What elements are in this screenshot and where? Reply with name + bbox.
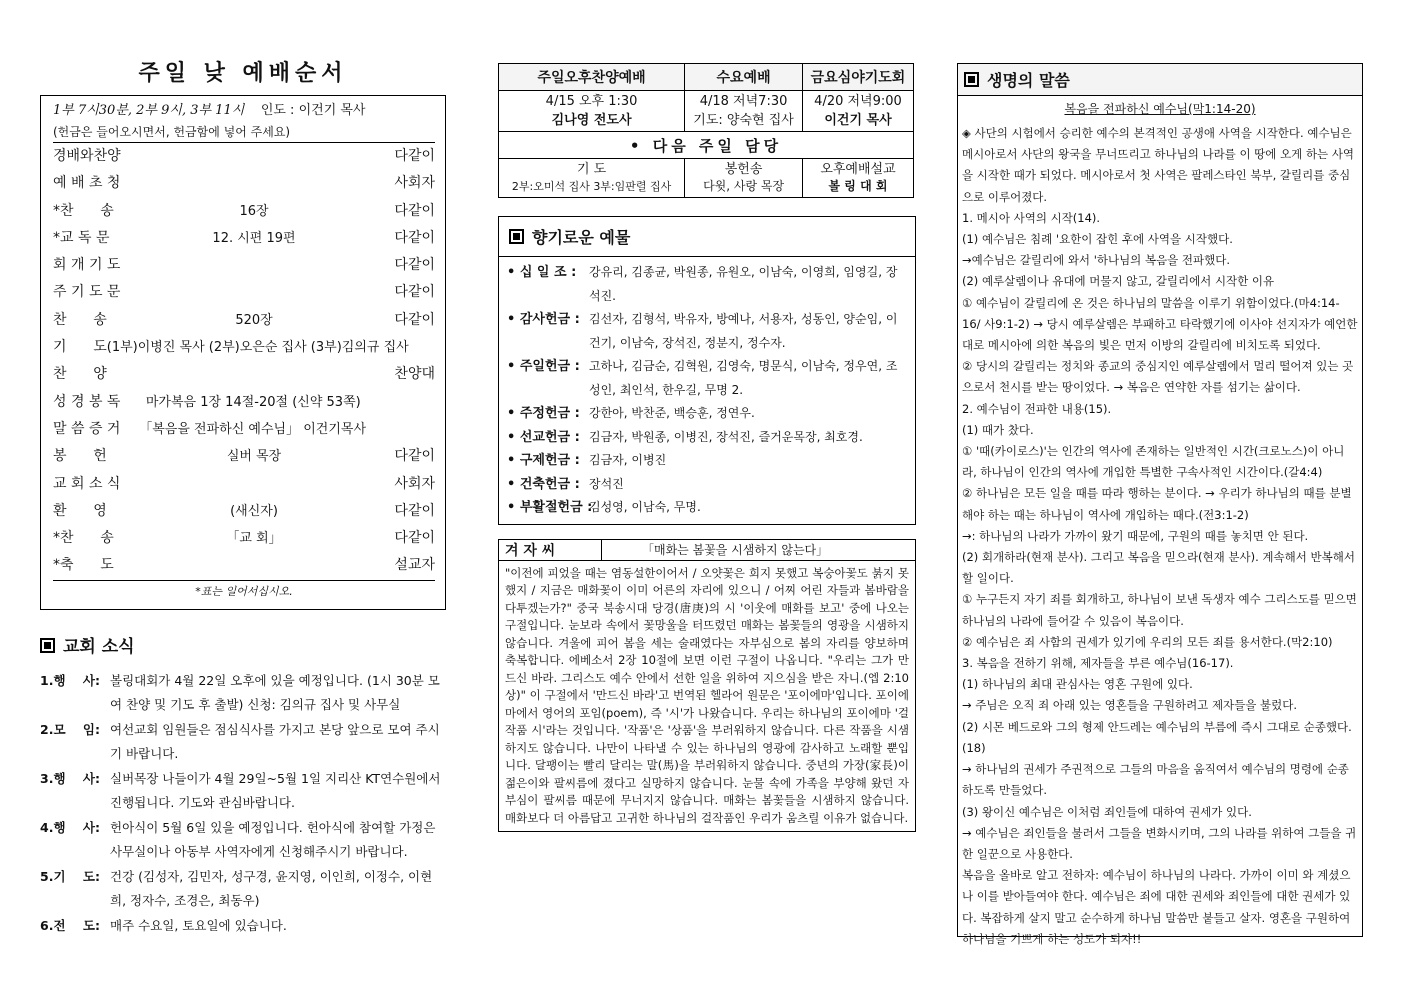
order-item-name: *찬 송 [53, 202, 114, 219]
sermon-body [958, 123, 1362, 950]
offering-row [507, 426, 907, 450]
news-item-key: 4.행 사: [40, 819, 101, 835]
offering-row [507, 355, 907, 402]
offering-type: • 구제헌금 : [507, 453, 580, 468]
offering-names: 김선자, 김형석, 박유자, 방예나, 서용자, 성동인, 양순임, 이건기, 이남숙, 장석진, 정분지, 정수자. [589, 312, 898, 350]
sermon-line: →예수님은 갈릴리에 와서 '하나님의 복음을 전파했다. [962, 253, 1231, 268]
order-row [53, 307, 435, 334]
sermon-line: (1) 예수님은 침례 '요한이 잡힌 후에 사역을 시작했다. [962, 232, 1233, 247]
mustard-seed-box [498, 539, 916, 833]
offering-type: • 주정헌금 : [507, 406, 580, 421]
order-row [53, 279, 435, 306]
schedule-header: 주일오후찬양예배 [499, 64, 685, 91]
worship-order-column [40, 56, 446, 938]
offering-type: • 부활절헌금 : [507, 500, 593, 515]
offering-names: 김금자, 이병진 [589, 453, 667, 467]
news-item [40, 816, 446, 865]
order-row [53, 552, 435, 579]
sermon-line: (1) 때가 찼다. [962, 422, 1034, 437]
order-item-by: 다같이 [394, 448, 435, 465]
order-item-by: 다같이 [394, 257, 435, 274]
order-item-content [153, 279, 355, 306]
order-row [53, 471, 435, 498]
sermon-subtitle: 복음을 전파하신 예수님(막1:14-20) [1064, 102, 1256, 116]
service-leader: 인도 : 이건기 목사 [260, 103, 366, 118]
next-cell: 봉헌송 다윗, 사랑 목장 [685, 159, 803, 198]
order-row [53, 198, 435, 225]
offering-row [507, 449, 907, 473]
offerings-box [498, 216, 916, 525]
order-item-by: 다같이 [394, 284, 435, 301]
order-item-content: 마가복음 1장 14절-20절 (신약 53쪽) [145, 394, 361, 410]
offering-type: • 감사헌금 : [507, 312, 580, 327]
order-row [53, 225, 435, 252]
offering-type: • 건축헌금 : [507, 476, 580, 492]
offerings-title: 향기로운 예물 [499, 217, 915, 257]
offering-names: 고하나, 김금순, 김혁원, 김영숙, 명문식, 이남숙, 정우연, 조성인, 최인석, 한우길, 무명 2. [589, 359, 898, 397]
order-row [53, 170, 435, 197]
sermon-line: (2) 시몬 베드로와 그의 형제 안드레는 예수님의 부름에 즉시 그대로 순종했다.(18) [962, 719, 1352, 755]
next-cell: 기 도 2부:오미석 집사 3부:임판렬 집사 [499, 159, 685, 198]
order-item-content: (새신자) [230, 503, 278, 519]
worship-order-title: 주일 낮 예배순서 [138, 61, 348, 86]
news-item-text: 건강 (김성자, 김민자, 성구경, 윤지영, 이인희, 이정수, 이현희, 정자수, 조경은, 최동우) [110, 868, 433, 909]
order-item-content: 실버 목장 [226, 449, 282, 465]
mustard-seed-quote-title: 「매화는 봄꽃을 시샘하지 않는다」 [642, 543, 829, 557]
schedule-header: 금요심야기도회 [802, 64, 913, 91]
sermon-line: → 하나님의 권세가 주권적으로 그들의 마음을 움직여서 예수님의 명령에 순종하도록 만들었다. [962, 762, 1349, 798]
order-item-content: 16장 [239, 203, 269, 219]
order-item-by: 다같이 [394, 229, 435, 246]
order-item-by: 설교자 [394, 557, 435, 574]
order-rows [53, 143, 435, 580]
service-times: 1부 7시30분, 2부 9시, 3부 11시 [53, 103, 245, 118]
word-of-life-box [957, 63, 1363, 946]
order-item-content: (1부)이병진 목사 (2부)오은순 집사 (3부)김의규 집사 [106, 340, 409, 356]
sermon-line: (2) 회개하라(현재 분사). 그리고 복음을 믿으라(현재 분사). 계속해서 반복해서 할 일이다. [962, 550, 1355, 586]
offering-names: 강한아, 박찬준, 백승훈, 정연우. [589, 406, 755, 420]
order-item-content [153, 471, 355, 498]
news-item [40, 669, 446, 718]
schedule-table [498, 63, 914, 198]
service-times-line [53, 100, 435, 122]
news-item-key: 1.행 사: [40, 672, 101, 688]
order-item-by [366, 416, 435, 443]
order-item-name: 회 개 기 도 [53, 257, 121, 274]
offering-names: 김성영, 이남숙, 무명. [589, 500, 701, 514]
order-row [53, 443, 435, 470]
schedule-cell: 4/18 저녁7:30 기도: 양숙현 집사 [685, 91, 803, 132]
news-item [40, 914, 446, 939]
order-item-by [409, 334, 435, 361]
offering-row [507, 402, 907, 426]
news-item [40, 718, 446, 767]
news-item-text: 실버목장 나들이가 4월 29일~5월 1일 지리산 KT연수원에서 진행됩니다. 기도와 관심바랍니다. [110, 770, 441, 811]
sermon-line: (1) 하나님의 최대 관심사는 영혼 구원에 있다. [962, 677, 1193, 692]
order-row [53, 498, 435, 525]
offering-row [507, 496, 907, 520]
order-item-name: 경배와찬양 [53, 148, 121, 164]
mustard-seed-label: 겨 자 씨 [499, 540, 602, 560]
order-item-by [361, 389, 435, 416]
news-list [40, 669, 446, 939]
order-item-by: 다같이 [394, 148, 435, 164]
order-item-name: 말 씀 증 거 [53, 420, 121, 437]
next-sunday-title: • 다음 주일 담당 [499, 132, 914, 159]
news-title: 교회 소식 [40, 632, 446, 657]
sermon-line: ① 예수님이 갈릴리에 온 것은 하나님의 말씀을 이루기 위함이었다.(마4:14-16/ 사9:1-2) → 당시 예루살렘은 부패하고 타락했기에 이사야 선지자가 예언한 대로 메시아에 의한 복음의 빛은 먼저 이방의 갈릴리에 비치도록 되었다. [962, 295, 1358, 353]
square-bullet-icon [40, 638, 55, 653]
sermon-line: 복음을 올바로 알고 전하자: 예수님이 하나님의 나라다. 가까이 이미 와 계셨으나 이를 받아들여야 한다. 예수님은 죄에 대한 권세와 죄인들에 대한 권세가 있다. 복잡하게 살지 말고 순수하게 하나님 말씀만 붙들고 살자. 영혼을 구원하여 하나님을 기쁘게 하는 성도가 되자!! [962, 868, 1351, 946]
sermon-line: →: 하나님의 나라가 가까이 왔기 때문에, 구원의 때를 놓치면 안 된다. [962, 528, 1309, 543]
order-row [53, 252, 435, 279]
sermon-line: (2) 예루살렘이나 유대에 머물지 않고, 갈릴리에서 시작한 이유 [962, 274, 1275, 289]
order-row [53, 389, 435, 416]
news-item-text: 볼링대회가 4월 22일 오후에 있을 예정입니다. (1시 30분 모여 찬양 및 기도 후 출발) 신청: 김의규 집사 및 사무실 [110, 672, 440, 713]
offering-names: 강유리, 김종균, 박원종, 유원오, 이남숙, 이영희, 임영길, 장석진. [589, 265, 898, 303]
offering-row [507, 261, 907, 308]
sermon-line: 2. 예수님이 전파한 내용(15). [962, 401, 1112, 416]
order-item-by: 사회자 [394, 475, 435, 492]
news-item-text: 매주 수요일, 토요일에 있습니다. [110, 917, 287, 933]
order-item-content: 520장 [235, 312, 273, 328]
order-item-name: 성 경 봉 독 [53, 393, 121, 410]
news-item-text: 여선교회 임원들은 점심식사를 가지고 본당 앞으로 모여 주시기 바랍니다. [110, 721, 440, 762]
order-item-content [153, 143, 355, 170]
sermon-line: ② 예수님은 죄 사함의 권세가 있기에 우리의 모든 죄를 용서한다.(막2:10) [962, 634, 1333, 649]
news-item-key: 6.전 도: [40, 917, 101, 933]
order-item-content [153, 170, 355, 197]
order-item-by: 찬양대 [394, 366, 435, 383]
order-item-by: 다같이 [394, 202, 435, 219]
offerings-list [499, 257, 915, 524]
order-item-name: *축 도 [53, 557, 114, 574]
sermon-line: 3. 복음을 전하기 위해, 제자들을 부른 예수님(16-17). [962, 656, 1234, 671]
sermon-line: ② 당시의 갈릴리는 정치와 종교의 중심지인 예루살렘에서 멀리 떨어져 있는 곳으로서 천시를 받는 땅이었다. → 복음은 연약한 자를 섬기는 삶이다. [962, 359, 1354, 395]
order-row [53, 361, 435, 388]
sermon-line: ② 하나님은 모든 일을 때를 따라 행하는 분이다. → 우리가 하나님의 때를 분별해야 하는 때는 하나님이 역사에 개입하는 때다.(전3:1-2) [962, 486, 1352, 522]
order-item-name: 환 영 [53, 502, 107, 519]
square-bullet-icon [509, 229, 524, 244]
order-item-name: *교 독 문 [53, 229, 110, 246]
order-item-name: 주 기 도 문 [53, 284, 121, 301]
order-row [53, 334, 435, 361]
sermon-line: ① '때(카이로스)'는 인간의 역사에 존재하는 일반적인 시간(크로노스)이 아니라, 하나님이 인간의 역사에 개입한 특별한 구속사적인 시간이다.(갈4:4) [962, 444, 1345, 480]
order-item-name: 찬 양 [53, 366, 107, 383]
news-item-text: 헌아식이 5월 6일 있을 예정입니다. 헌아식에 참여할 가정은 사무실이나 아동부 사역자에게 신청해주시기 바랍니다. [110, 819, 436, 860]
mustard-seed-body: "이전에 피었을 때는 염동설한이어서 / 오얏꽃은 희지 못했고 복숭아꽃도 붉지 못했지 / 지금은 매화꽃이 이미 어른의 자리에 있으니 / 어찌 어린 자들과 봄바람을 다투겠는가?" 중국 북송시대 당경(唐庚)의 시 '이웃에 매화를 보고' 중에 나오는 구절입니다. 눈보라 속에서 꽃망울을 터뜨렸던 매화는 봄꽃들의 영광을 시샘하지 않습니다. 겨울에 피어 봄을 세는 술래였다는 자부심으로 봄의 자리를 양보하며 축복합니다. 에베소서 2장 10절에 보면 이런 구절이 나옵니다. "우리는 그가 만드신 바라. 그리스도 예수 안에서 선한 일을 위하여 지으심을 받은 자니.(엡 2:10상)" 이 구절에서 '만드신 바라'고 번역된 헬라어 원문은 '포이에마'입니다. 포이에마에서 영어의 포임(poem), 즉 '시'가 나왔습니다. 우리는 하나님의 포이에마 '걸작품 시'라는 것입니다. '작품'은 '상품'을 부러워하지 않습니다. 다른 작품을 시샘하지도 않습니다. 나만이 나타낼 수 있는 하나님의 영광에 감사하고 노래할 뿐입니다. 달팽이는 빨리 달리는 말(馬)을 부러워하지 않습니다. 중년의 가장(家長)이 젊은이와 팔씨름에 졌다고 실망하지 않습니다. 눈물 속에 가족을 부양해 왔던 자부심이 팔씨름 때문에 무너지지 않습니다. 매화는 봄꽃들을 시샘하지 않습니다. 매화보다 더 아름답고 고귀한 하나님의 걸작품인 우리가 움츠릴 이유가 없습니다. [505, 565, 909, 825]
right-column [957, 63, 1363, 946]
word-of-life-title: 생명의 말씀 [958, 64, 1362, 96]
middle-column [498, 63, 916, 832]
order-row [53, 143, 435, 170]
sermon-line: (3) 왕이신 예수님은 이처럼 죄인들에 대하여 권세가 있다. [962, 804, 1252, 819]
news-item-key: 3.행 사: [40, 770, 101, 786]
order-item-name: *찬 송 [53, 530, 114, 547]
stand-note: *표는 일어서십시오. [53, 580, 435, 603]
order-item-name: 기 도 [53, 339, 107, 356]
sermon-line: → 주님은 오직 죄 아래 있는 영혼들을 구원하려고 제자들을 불렀다. [962, 698, 1298, 713]
news-item-key: 2.모 임: [40, 721, 101, 737]
order-item-content [153, 552, 355, 579]
order-item-by: 다같이 [394, 502, 435, 519]
order-item-content: 12. 시편 19편 [212, 230, 296, 246]
news-item [40, 865, 446, 914]
offering-note: (헌금은 들어오시면서, 헌금함에 넣어 주세요) [53, 122, 435, 143]
offering-type: • 십 일 조 : [507, 265, 577, 280]
order-item-content [153, 252, 355, 279]
news-item [40, 767, 446, 816]
sermon-line: → 예수님은 죄인들을 불러서 그들을 변화시키며, 그의 나라를 위하여 그들을 귀한 일꾼으로 사용한다. [962, 825, 1357, 861]
order-item-content: 「복음을 전파하신 예수님」 이건기목사 [139, 421, 367, 437]
news-item-key: 5.기 도: [40, 868, 101, 884]
worship-order-box [40, 95, 446, 610]
sermon-line: ◈ 사단의 시험에서 승리한 예수의 본격적인 공생애 사역을 시작한다. 예수님은 메시아로서 사단의 왕국을 무너뜨리고 하나님의 나라를 이 땅에 오게 하는 사역을 시작한 때가 되었다. 메시아로서 첫 사역은 팔레스타인 북부, 갈릴리를 중심으로 이루어졌다. [962, 126, 1355, 204]
order-item-content: 「교 회」 [226, 531, 282, 547]
offering-names: 김금자, 박원종, 이병진, 장석진, 즐거운목장, 최호경. [589, 429, 863, 444]
order-item-name: 봉 헌 [53, 448, 107, 465]
order-item-name: 교 회 소 식 [53, 475, 121, 492]
order-item-by: 다같이 [394, 311, 435, 328]
offering-row [507, 473, 907, 497]
offering-type: • 주일헌금 : [507, 359, 580, 374]
schedule-header: 수요예배 [685, 64, 803, 91]
sermon-line: ① 누구든지 자기 죄를 회개하고, 하나님이 보낸 독생자 예수 그리스도를 믿으면 하나님의 나라에 들어갈 수 있음이 복음이다. [962, 592, 1357, 628]
order-item-name: 예 배 초 청 [53, 175, 121, 192]
order-item-by: 다같이 [394, 530, 435, 547]
offering-type: • 선교헌금 : [507, 429, 580, 445]
order-item-content [153, 361, 355, 388]
order-item-name: 찬 송 [53, 311, 107, 328]
schedule-cell: 4/20 저녁9:00 이건기 목사 [802, 91, 913, 132]
order-item-by: 사회자 [394, 175, 435, 192]
square-bullet-icon [964, 72, 979, 87]
offering-row [507, 308, 907, 355]
offering-names: 장석진 [589, 476, 624, 491]
next-cell: 오후예배설교 볼 링 대 회 [802, 159, 913, 198]
order-row [53, 525, 435, 552]
schedule-cell: 4/15 오후 1:30 김나영 전도사 [499, 91, 685, 132]
sermon-line: 1. 메시아 사역의 시작(14). [962, 210, 1101, 225]
order-row [53, 416, 435, 443]
mustard-seed-header [499, 540, 915, 561]
